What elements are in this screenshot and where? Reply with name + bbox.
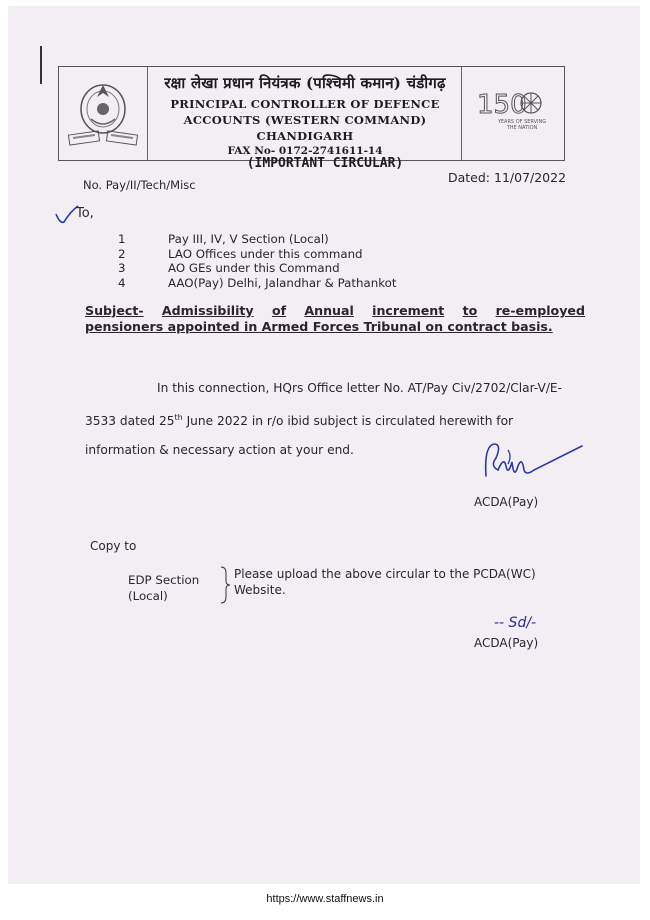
addressee-list	[118, 232, 396, 290]
copy-to-label: Copy to	[90, 539, 137, 553]
list-item-text: LAO Offices under this command	[168, 246, 363, 261]
subject-word: re-employed	[495, 303, 585, 318]
signatory-designation: ACDA(Pay)	[474, 495, 539, 509]
subject-word: Admissibility	[161, 303, 254, 318]
signed-designation: ACDA(Pay)	[474, 636, 539, 650]
letterhead-city: CHANDIGARH	[256, 129, 354, 143]
subject-word: to	[462, 303, 478, 318]
subject-label: Subject-	[85, 303, 144, 318]
defence-accounts-emblem-icon	[61, 71, 145, 157]
body-superscript: th	[174, 413, 183, 422]
letterhead	[58, 66, 565, 161]
letterhead-fax: FAX No- 0172-2741611-14	[227, 145, 383, 157]
list-item-number: 2	[118, 246, 126, 261]
list-item-number: 4	[118, 275, 126, 290]
list-item-number: 1	[118, 232, 126, 246]
body-text-part1: In this connection, HQrs Office letter No. AT/Pay Civ/2702/Clar-V/E-3533 dated 25	[85, 381, 563, 429]
letterhead-divider	[461, 67, 462, 160]
150-years-logo-icon	[463, 73, 561, 155]
subject-line-1	[85, 303, 585, 319]
document-page	[8, 6, 640, 884]
subject-word: increment	[372, 303, 445, 318]
list-item	[118, 232, 396, 247]
letterhead-office-name-2: ACCOUNTS (WESTERN COMMAND)	[183, 113, 427, 127]
list-item-text: Pay III, IV, V Section (Local)	[168, 232, 329, 246]
reference-number: No. Pay/II/Tech/Misc	[83, 178, 196, 192]
copy-to-recipient-line1: EDP Section	[128, 573, 200, 587]
subject-line	[85, 303, 585, 335]
copy-to-recipient-line2: (Local)	[128, 589, 168, 603]
copy-to-recipient	[128, 572, 199, 604]
list-item-number: 3	[118, 261, 126, 275]
letterhead-hindi-title: रक्षा लेखा प्रधान नियंत्रक (पश्चिमी कमान) चंडीगढ़	[164, 74, 446, 92]
list-item-text: AAO(Pay) Delhi, Jalandhar & Pathankot	[168, 275, 397, 290]
footer-url: https://www.staffnews.in	[266, 893, 384, 905]
circular-heading: (IMPORTANT CIRCULAR)	[246, 156, 404, 171]
list-item-text: AO GEs under this Command	[168, 261, 340, 275]
list-item	[118, 247, 396, 262]
logo-150-text: 150	[477, 90, 527, 120]
letterhead-divider	[147, 67, 148, 160]
to-label: To,	[76, 206, 94, 221]
margin-mark	[40, 46, 42, 84]
subject-word: Annual	[304, 303, 354, 318]
letterhead-title-block	[149, 69, 461, 158]
brace-icon	[217, 565, 231, 605]
subject-word: of	[271, 303, 287, 318]
signed-mark: -- Sd/-	[494, 615, 537, 631]
handwritten-signature	[478, 436, 588, 494]
subject-line-2: pensioners appointed in Armed Forces Tribunal on contract basis.	[85, 319, 553, 334]
date-line: Dated: 11/07/2022	[448, 170, 567, 185]
copy-to-instruction: Please upload the above circular to the PCDA(WC) Website.	[234, 567, 536, 597]
body-text-part2: June 2022 in r/o ibid subject is circulated herewith for information & necessary action at your end.	[85, 414, 514, 458]
list-item	[118, 261, 396, 276]
list-item	[118, 276, 396, 291]
letterhead-office-name: PRINCIPAL CONTROLLER OF DEFENCE	[170, 97, 440, 111]
logo-150-caption: YEARS OF SERVING THE NATION	[497, 119, 547, 131]
